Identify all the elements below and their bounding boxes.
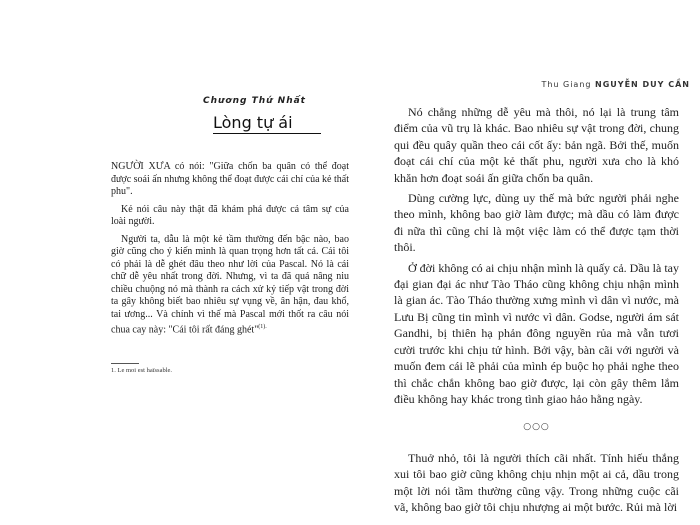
left-body-text [111,161,349,342]
section-ornament: ○○○ [523,422,550,433]
chapter-label: Chương Thứ Nhất [203,96,306,106]
running-head-author: NGUYỄN DUY CẦN [595,80,690,89]
paragraph: Kẻ nói câu này thật đã khám phá được cả tâm sự của loài người. [111,203,349,227]
footnote: 1. Le moi est haïssable. [111,367,173,374]
footnote-marker: (1). [258,324,267,330]
paragraph: Dùng cường lực, dùng uy thế mà bức người phải nghe theo mình, không bao giờ làm được; mà dầu có làm được đi nữa thì cũng chỉ là một việc làm có thể được tạm thời thôi. [394,191,679,255]
right-body-text [394,104,679,519]
right-page [352,0,700,525]
chapter-title: Lòng tự ái [213,113,293,132]
footnote-divider [111,363,139,364]
paragraph: Thuở nhỏ, tôi là người thích cãi nhất. Tính hiếu thắng xui tôi bao giờ cũng không chịu nhịn một ai cả, dầu trong một lời nói tầm thường cũng vậy. Trong những cuộc cãi vã, không bao giờ tôi chịu nhượng ai một bước. Rủi mà lời [394,450,679,514]
paragraph: Ở đời không có ai chịu nhận mình là quấy cả. Dầu là tay đại gian đại ác như Tào Tháo cũng không chịu nhận mình là gian ác. Tào Tháo thường xưng mình vì dân vì nước, mà Lưu Bị cũng tin mình vì nước vì dân. Godse, người ám sát Gandhi, bị thiên hạ phản đông nguyền rủa mà vẫn tươi cười trước khi chịu tử hình. Bởi vậy, bàn cãi với người và muốn đem cái lẽ phải của mình ép buộc họ phải nghe theo thì chắc chắn không bao giờ được, lại còn gây thêm lắm điều không hay khác trong tình giao hảo hằng ngày. [394,260,679,406]
paragraph [111,234,349,337]
paragraph-text: Người ta, dẫu là một kẻ tầm thường đến bậc nào, bao giờ cũng cho ý kiến mình là quan trọng hơn tất cả. Cái tôi có phải là dễ ghét đâu theo như lời của Pascal. Nó là cái chữ dễ yêu nhất trong đời. Nhưng, vì ta đã quá nâng niu chiều chuộng nó mà thành ra cách xử kỷ tiếp vật trong đời ta gây không biết bao nhiêu sự vụng về, ân hận, đau khổ, tai ương... Và chính vì thế mà Pascal mới thốt ra câu nói chua cay này: "Cái tôi rất đáng ghét" [111,233,349,336]
running-head-prefix: Thu Giang [541,80,596,89]
running-head [541,80,690,89]
title-underline [213,133,321,134]
paragraph: NGƯỜI XƯA có nói: "Giữa chốn ba quân có thể đoạt được soái ấn nhưng không thể đoạt được cái chí của kẻ thất phu". [111,161,349,197]
paragraph: Nó chẳng những dễ yêu mà thôi, nó lại là trung tâm điểm của vũ trụ là khác. Bao nhiêu sự vật trong đời, chung qui đều quây quần theo cái cốt ấy: bản ngã. Bởi thế, muốn đoạt cái chí của một kẻ thất phu, người xưa cho là khó khăn hơn đoạt soái ấn giữa chốn ba quân. [394,105,679,185]
